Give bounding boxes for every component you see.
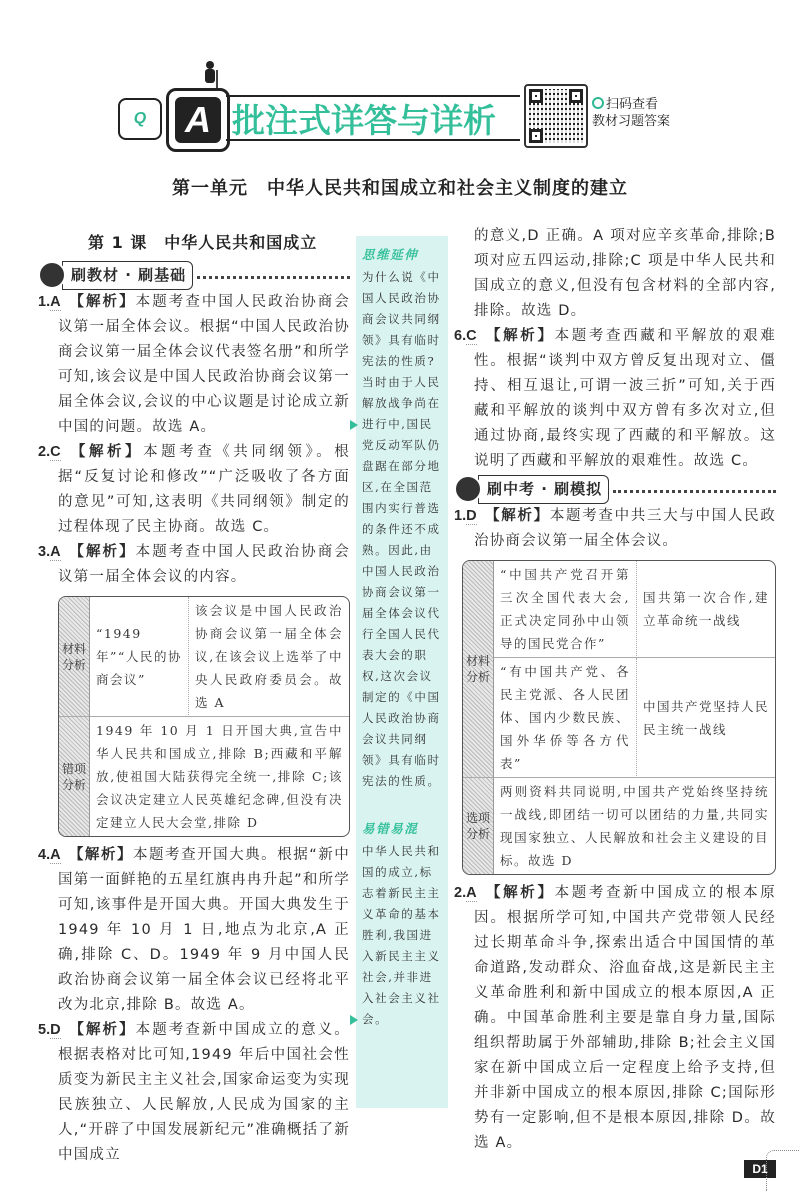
analysis-tag: 【解析】 — [68, 847, 133, 863]
unit-title: 第一单元 中华人民共和国成立和社会主义制度的建立 — [172, 178, 628, 199]
sidebar-text: 中华人民共和国的成立,标志着新民主主义革命的基本胜利,我国进入新民主主义社会,并非进入社会主义社会。 — [362, 844, 441, 1026]
page-number-row — [454, 1160, 776, 1178]
table-wrong-options: 1949 年 10 月 1 日开国大典,宣告中华人民共和国成立,排除 B;西藏和平解放,使祖国大陆获得完全统一,排除 C;该会议决定建立人民英雄纪念碑,但没有决定建立人民大会堂,排除 D — [96, 723, 343, 830]
analysis-tag: 【解析】 — [68, 544, 136, 560]
table-option-analysis: 两则资料共同说明,中国共产党始终坚持统一战线,即团结一切可以团结的力量,共同实现国家独立、人民解放和社会主义建设的目标。故选 D — [500, 784, 769, 868]
qr-code-icon[interactable] — [524, 84, 588, 148]
item-text: 本题考查中共三大与中国人民政治协商会议第一届全体会议。 — [474, 508, 776, 549]
answer-item — [454, 324, 776, 474]
item-number: 6. — [454, 328, 467, 344]
right-column — [454, 224, 776, 1178]
section-label: 刷教材 · 刷基础 — [62, 261, 193, 290]
sidebar-text: 为什么说《中国人民政治协商会议共同纲领》具有临时宪法的性质?当时由于人民解放战争尚在进行中,国民党反动军队仍盘踞在部分地区,在全国范围内实行普选的条件还不成熟。因此,由中国人民政治协商会议第一届全体会议代行全国人民代表大会的职权,这次会议制定的《中国人民政治协商会议共同纲领》具有临时宪法的性质。 — [362, 270, 441, 788]
header-title: 批注式详答与详析 — [232, 100, 496, 140]
section-banner-exam — [454, 476, 776, 502]
item-text: 本题考查中国人民政治协商会议第一届全体会议的内容。 — [58, 544, 350, 585]
q-logo-letter: Q — [133, 110, 147, 127]
scan-line-2: 教材习题答案 — [592, 114, 671, 129]
table-material: “中国共产党召开第三次全国代表大会,正式决定同孙中山领导的国民党合作” — [494, 561, 637, 658]
item-text: 本题考查开国大典。根据“新中国第一面鲜艳的五星红旗冉冉升起”和所学可知,该事件是开国大典。开国大典发生于 1949 年 10 月 1 日,地点为北京,A 正确,排除 C、D。1949 年 9 月中国人民政治协商会议第一届全体会议已经将北平改为北京,排除 B。故选 A。 — [58, 847, 350, 1013]
table-conclusion: 国共第一次合作,建立革命统一战线 — [637, 561, 775, 658]
answer-item — [38, 540, 350, 590]
item-answer: A — [50, 294, 61, 310]
answer-item — [38, 440, 350, 540]
item-text: 本题考查新中国成立的意义。根据表格对比可知,1949 年后中国社会性质变为新民主主义社会,国家命运变为实现民族独立、人民解放,人民成为国家的主人,“开辟了中国发展新纪元”准确概括了新中国成立 — [58, 1022, 350, 1163]
item-number: 5. — [38, 1022, 51, 1038]
left-column — [38, 262, 350, 1168]
sidebar-common-mistakes — [362, 818, 444, 1030]
answer-item — [38, 843, 350, 1018]
analysis-tag: 【解析】 — [68, 1022, 136, 1038]
analysis-tag: 【解析】 — [68, 294, 136, 310]
q-logo-bubble — [118, 98, 162, 140]
dotted-divider — [197, 276, 350, 279]
a-logo-letter: A — [175, 97, 221, 143]
item-text: 本题考查新中国成立的根本原因。根据所学可知,中国共产党带领人民经过长期革命斗争,探索出适合中国国情的革命道路,发动群众、浴血奋战,这是新民主主义革命胜利和新中国成立的根本原因,A 正确。中国革命胜利主要是靠自身力量,国际组织帮助属于外部辅助,排除 B;社会主义国家在新中国成立后一定程度上给予支持,但并非新中国成立的根本原因,排除 C;国际形势有一定影响,但不是根本原因,排除 D。故选 A。 — [474, 885, 776, 1151]
item-text: 本题考查中国人民政治协商会议第一届全体会议。根据“中国人民政治协商会议第一届全体会议代表签名册”和所学可知,该会议是中国人民政治协商会议第一届全体会议,会议的中心议题是讨论成立新中国的问题。故选 A。 — [58, 294, 350, 435]
brush-badge-icon — [454, 475, 482, 503]
section-banner-textbook — [38, 262, 350, 288]
analysis-tag: 【解析】 — [484, 885, 555, 901]
annotation-sidebar — [356, 236, 448, 1108]
item-answer: D — [50, 1022, 61, 1038]
answer-item — [454, 881, 776, 1156]
item-number: 2. — [38, 444, 51, 460]
item-answer: A — [466, 885, 477, 901]
scan-dot-icon — [592, 97, 604, 109]
section-label: 刷中考 · 刷模拟 — [478, 475, 609, 504]
sidebar-thinking-extension — [362, 244, 444, 792]
analysis-tag: 【解析】 — [484, 328, 555, 344]
answer-item — [454, 504, 776, 554]
dotted-divider — [613, 490, 776, 493]
ladder-figure-illustration — [198, 60, 222, 90]
answer-item — [38, 1018, 350, 1168]
item-answer: C — [466, 328, 477, 344]
analysis-tag: 【解析】 — [68, 444, 144, 460]
table-conclusion: 该会议是中国人民政治协商会议第一届全体会议,在该会议上选举了中央人民政府委员会。故选 A — [189, 597, 349, 717]
item-number: 1. — [454, 508, 467, 524]
answer-item — [38, 290, 350, 440]
item-number: 2. — [454, 885, 467, 901]
table-material: “1949 年”“人民的协商会议” — [90, 597, 189, 717]
page-number: D1 — [744, 1160, 776, 1178]
item-answer: D — [466, 508, 477, 524]
analysis-tag: 【解析】 — [484, 508, 550, 524]
item-text: 本题考查《共同纲领》。根据“反复讨论和修改”“广泛吸收了各方面的意见”可知,这表明《共同纲领》制定的过程体现了民主协商。故选 C。 — [58, 444, 350, 535]
sidebar-title: 易错易混 — [362, 821, 419, 836]
lesson-title: 第 1 课 中华人民共和国成立 — [88, 233, 318, 252]
table-conclusion: 中国共产党坚持人民民主统一战线 — [637, 658, 775, 778]
header-title-box — [226, 95, 520, 141]
scan-line-1: 扫码查看 — [606, 97, 659, 112]
table-row-label: 材料分析 — [59, 597, 90, 717]
item-number: 1. — [38, 294, 51, 310]
analysis-table-1 — [58, 596, 350, 837]
analysis-table-2 — [462, 560, 776, 875]
item-answer: A — [50, 847, 61, 863]
table-row-label: 选项分析 — [463, 778, 494, 874]
table-row-label: 错项分析 — [59, 717, 90, 836]
pointer-arrow-icon — [350, 1015, 358, 1025]
brush-badge-icon — [38, 261, 66, 289]
page-corner-decoration — [766, 1150, 800, 1191]
item-text: 本题考查西藏和平解放的艰难性。根据“谈判中双方曾反复出现对立、僵持、相互退让,可谓一波三折”可知,关于西藏和平解放的谈判中双方曾有多次对立,但通过协商,最终实现了西藏的和平解放。这说明了西藏和平解放的艰难性。故选 C。 — [474, 328, 776, 469]
item-text-continued: 的意义,D 正确。A 项对应辛亥革命,排除;B 项对应五四运动,排除;C 项是中华人民共和国成立的意义,但没有包含材料的全部内容,排除。故选 D。 — [474, 228, 776, 319]
table-row-label: 材料分析 — [463, 561, 494, 778]
item-answer: A — [50, 544, 61, 560]
item-answer: C — [50, 444, 61, 460]
table-material: “有中国共产党、各民主党派、各人民团体、国内少数民族、国外华侨等各方代表” — [494, 658, 637, 778]
pointer-arrow-icon — [350, 420, 358, 430]
item-number: 3. — [38, 544, 51, 560]
a-logo-bubble — [166, 88, 230, 152]
scan-hint — [592, 96, 670, 130]
item-number: 4. — [38, 847, 51, 863]
sidebar-title: 思维延伸 — [362, 247, 419, 262]
